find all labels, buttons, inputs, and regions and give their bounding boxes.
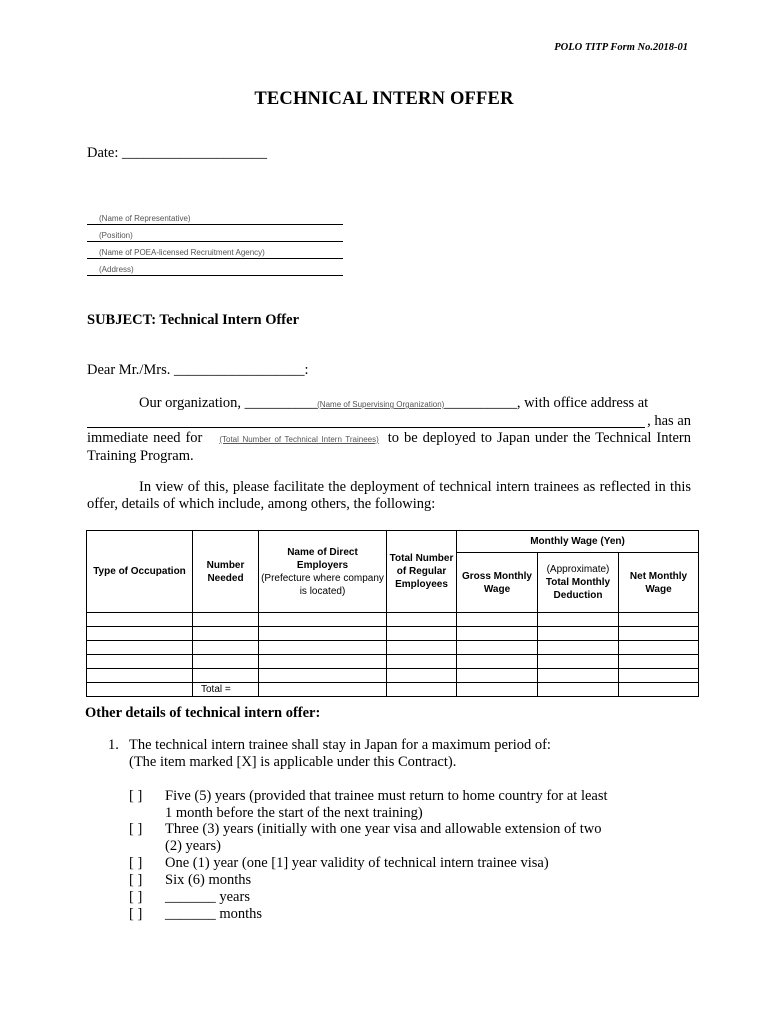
org-blank-tail: __________ <box>444 395 517 411</box>
header-total-deduction <box>538 553 619 613</box>
table-row <box>87 627 699 641</box>
option-text: Six (6) months <box>165 872 252 888</box>
total-row <box>87 683 699 697</box>
offer-text-has-an: , has an <box>647 413 691 429</box>
offer-text-deploy: to be deployed to Japan under the Technical Intern Training Program. <box>87 430 691 464</box>
option-three-years <box>129 821 601 855</box>
org-blank-lead: __________ <box>244 395 318 411</box>
wage-table <box>86 530 699 697</box>
item-1 <box>108 737 551 771</box>
salutation: Dear Mr./Mrs. __________________: <box>87 362 309 378</box>
table-row <box>87 641 699 655</box>
option-text: One (1) year (one [1] year validity of technical intern trainee visa) <box>165 855 549 871</box>
checkbox-five-years[interactable]: [ ] <box>129 788 143 804</box>
option-five-years <box>129 788 608 822</box>
option-text: _______ years <box>165 889 250 905</box>
table-row <box>87 655 699 669</box>
option-text-cont: (2) years) <box>165 838 221 854</box>
deduction-label: Total Monthly Deduction <box>545 577 611 601</box>
option-text: Three (3) years (initially with one year visa and allowable extension of two <box>165 821 602 837</box>
option-text-cont: 1 month before the start of the next training) <box>165 805 423 821</box>
employers-label: Name of Direct Employers <box>287 546 358 571</box>
date-field: Date: ____________________ <box>87 145 268 161</box>
office-address-blank <box>87 413 645 428</box>
option-one-year <box>129 855 549 872</box>
option-six-months <box>129 872 251 889</box>
checkbox-custom-years[interactable]: [ ] <box>129 889 143 905</box>
offer-text-address: , with office address at <box>516 395 649 411</box>
paragraph-offer <box>87 395 691 465</box>
facilitate-text: In view of this, please facilitate the deployment of technical intern trainees as reflected in this offer, details of which include, among others, the following: <box>87 479 691 512</box>
option-custom-years <box>129 889 250 906</box>
header-net-wage: Net Monthly Wage <box>619 553 699 613</box>
offer-line-1 <box>87 395 691 413</box>
checkbox-one-year[interactable]: [ ] <box>129 855 143 871</box>
employers-note: (Prefecture where company is located) <box>261 572 384 597</box>
offer-text-start: Our organization, <box>139 395 245 411</box>
total-label: Total = <box>193 683 259 697</box>
table-row <box>87 613 699 627</box>
checkbox-three-years[interactable]: [ ] <box>129 821 143 837</box>
header-gross-wage: Gross Monthly Wage <box>457 553 538 613</box>
other-details-heading: Other details of technical intern offer: <box>85 705 321 721</box>
item-1-line-2: (The item marked [X] is applicable under this Contract). <box>129 754 457 770</box>
option-text: _______ months <box>165 906 263 922</box>
option-custom-months <box>129 906 262 923</box>
item-1-line-1: The technical intern trainee shall stay in Japan for a maximum period of: <box>129 737 551 753</box>
checkbox-custom-months[interactable]: [ ] <box>129 906 143 922</box>
header-direct-employers <box>259 531 387 613</box>
offer-line-2 <box>87 413 691 430</box>
form-number: POLO TITP Form No.2018-01 <box>554 42 688 53</box>
option-text: Five (5) years (provided that trainee must return to home country for at least <box>165 788 608 804</box>
table-row <box>87 669 699 683</box>
position-line: (Position) <box>87 229 343 242</box>
representative-line: (Name of Representative) <box>87 212 343 225</box>
offer-text-need: immediate need for <box>87 430 208 446</box>
header-total-employees: Total Number of Regular Employees <box>387 531 457 613</box>
deduction-note: (Approximate) <box>546 564 610 575</box>
header-monthly-wage: Monthly Wage (Yen) <box>457 531 699 553</box>
trainees-count-hint: (Total Number of Technical Intern Trainees) <box>219 435 379 444</box>
item-1-number: 1. <box>108 737 119 753</box>
page-title: TECHNICAL INTERN OFFER <box>254 89 514 109</box>
header-type-of-occupation: Type of Occupation <box>87 531 193 613</box>
checkbox-six-months[interactable]: [ ] <box>129 872 143 888</box>
subject-line: SUBJECT: Technical Intern Offer <box>87 312 299 328</box>
offer-line-3 <box>87 430 691 465</box>
agency-line: (Name of POEA-licensed Recruitment Agency) <box>87 246 343 259</box>
header-number-needed: Number Needed <box>193 531 259 613</box>
address-line: (Address) <box>87 263 343 276</box>
org-name-hint: (Name of Supervising Organization) <box>317 400 445 409</box>
paragraph-facilitate <box>87 479 691 513</box>
